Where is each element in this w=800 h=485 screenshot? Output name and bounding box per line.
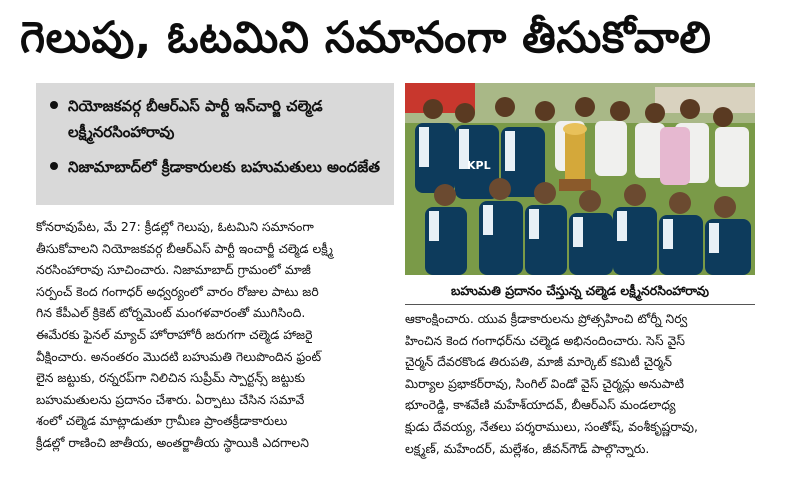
- article-line: శంలో చల్మెడ మాట్లాడుతూ గ్రామీణ ప్రాంతక్రీడాకారులు: [36, 413, 288, 429]
- article-line: లక్ష్మణ్, మహేందర్, మల్లేశం, జీవన్‌గౌడ్ పాల్గొన్నారు.: [405, 440, 650, 456]
- jersey-label: KPL: [467, 159, 491, 172]
- article-line: హించిన కెంద గంగాధర్‌ను చల్మెడ అభినందించారు. సెస్ వైస్: [405, 332, 685, 348]
- article-line: భూంరెడ్డి, కాశవేణి మహేశ్‌యాదవ్, బీఆర్ఎస్ మండలాధ్య: [405, 397, 676, 413]
- article-line: నరసింహారావు సూచించారు. నిజామాబాద్ గ్రామంలో మాజీ: [36, 262, 311, 278]
- article-line: మిర్యాల ప్రభాకర్‌రావు, సింగిల్ విండో వైస్ చైర్మన్లు అనుపాటి: [405, 375, 685, 391]
- article-line: క్రీడల్లో రాణించి జాతీయ, అంతర్జాతీయ స్థాయికి ఎదగాలని: [36, 434, 309, 450]
- article-line: సర్పంచ్ కెంద గంగాధర్ అధ్వర్యంలో వారం రోజుల పాటు జరి: [36, 283, 319, 299]
- photo-caption: బహుమతి ప్రదానం చేస్తున్న చల్మెడ లక్ష్మీనరసింహారావు: [405, 278, 755, 305]
- bullet-dot-icon: [50, 101, 58, 109]
- article-line: ఈమేరకు ఫైనల్ మ్యాచ్ హోరాహోరీ జరుగగా చల్మెడ హాజరై: [36, 326, 313, 342]
- article-column-right: [405, 308, 763, 478]
- highlight-item: [50, 93, 384, 145]
- article-line: లైన జట్టుకు, రన్నరప్‌గా నిలిచిన సుప్రీమ్ స్పార్టన్స్ జట్టుకు: [36, 370, 306, 386]
- bullet-dot-icon: [50, 162, 58, 170]
- article-line: వీక్షించారు. అనంతరం మొదటి బహుమతి గెలుపొందిన ఫ్రంట్: [36, 348, 322, 364]
- article-line: గిన కేపీఎల్ క్రికెట్ టోర్నమెంట్ మంగళవారంతో ముగిసింది.: [36, 305, 306, 321]
- team-photo-illustration: [405, 83, 755, 275]
- highlight-text: నిజామాబాద్‌లో క్రీడాకారులకు బహుమతులు అందజేత: [68, 158, 380, 176]
- highlights-box: [36, 83, 394, 205]
- team-photo: [405, 83, 755, 275]
- headline: గెలుపు, ఓటమిని సమానంగా తీసుకోవాలి: [20, 13, 712, 63]
- highlight-text: నియోజకవర్గ బీఆర్ఎస్ పార్టీ ఇన్‌చార్జి చల్మెడ లక్ష్మీనరసింహారావు: [68, 97, 323, 141]
- article-line: చైర్మన్ దేవరకొండ తిరుపతి, మాజీ మార్కెట్ కమిటీ చైర్మన్: [405, 354, 672, 370]
- article-line: ఆకాంక్షించారు. యువ క్రీడాకారులను ప్రోత్సహించి టోర్నీ నిర్వ: [405, 311, 688, 326]
- highlight-item: [50, 154, 384, 180]
- article-column-left: [36, 216, 394, 481]
- article-line: బహుమతులను ప్రదానం చేశారు. ఏర్పాటు చేసిన సమావే: [36, 391, 305, 407]
- article-line: కోనరావుపేట, మే 27: క్రీడల్లో గెలుపు, ఓటమిని సమానంగా: [36, 219, 314, 234]
- article-line: తీసుకోవాలని నియోజకవర్గ బీఆర్ఎస్ పార్టీ ఇంచార్జీ చల్మెడ లక్ష్మీ: [36, 240, 333, 256]
- article-line: క్షుడు దేవయ్య, నేతలు పర్శరాములు, సంతోష్, వంశీకృష్ణరావు,: [405, 418, 698, 434]
